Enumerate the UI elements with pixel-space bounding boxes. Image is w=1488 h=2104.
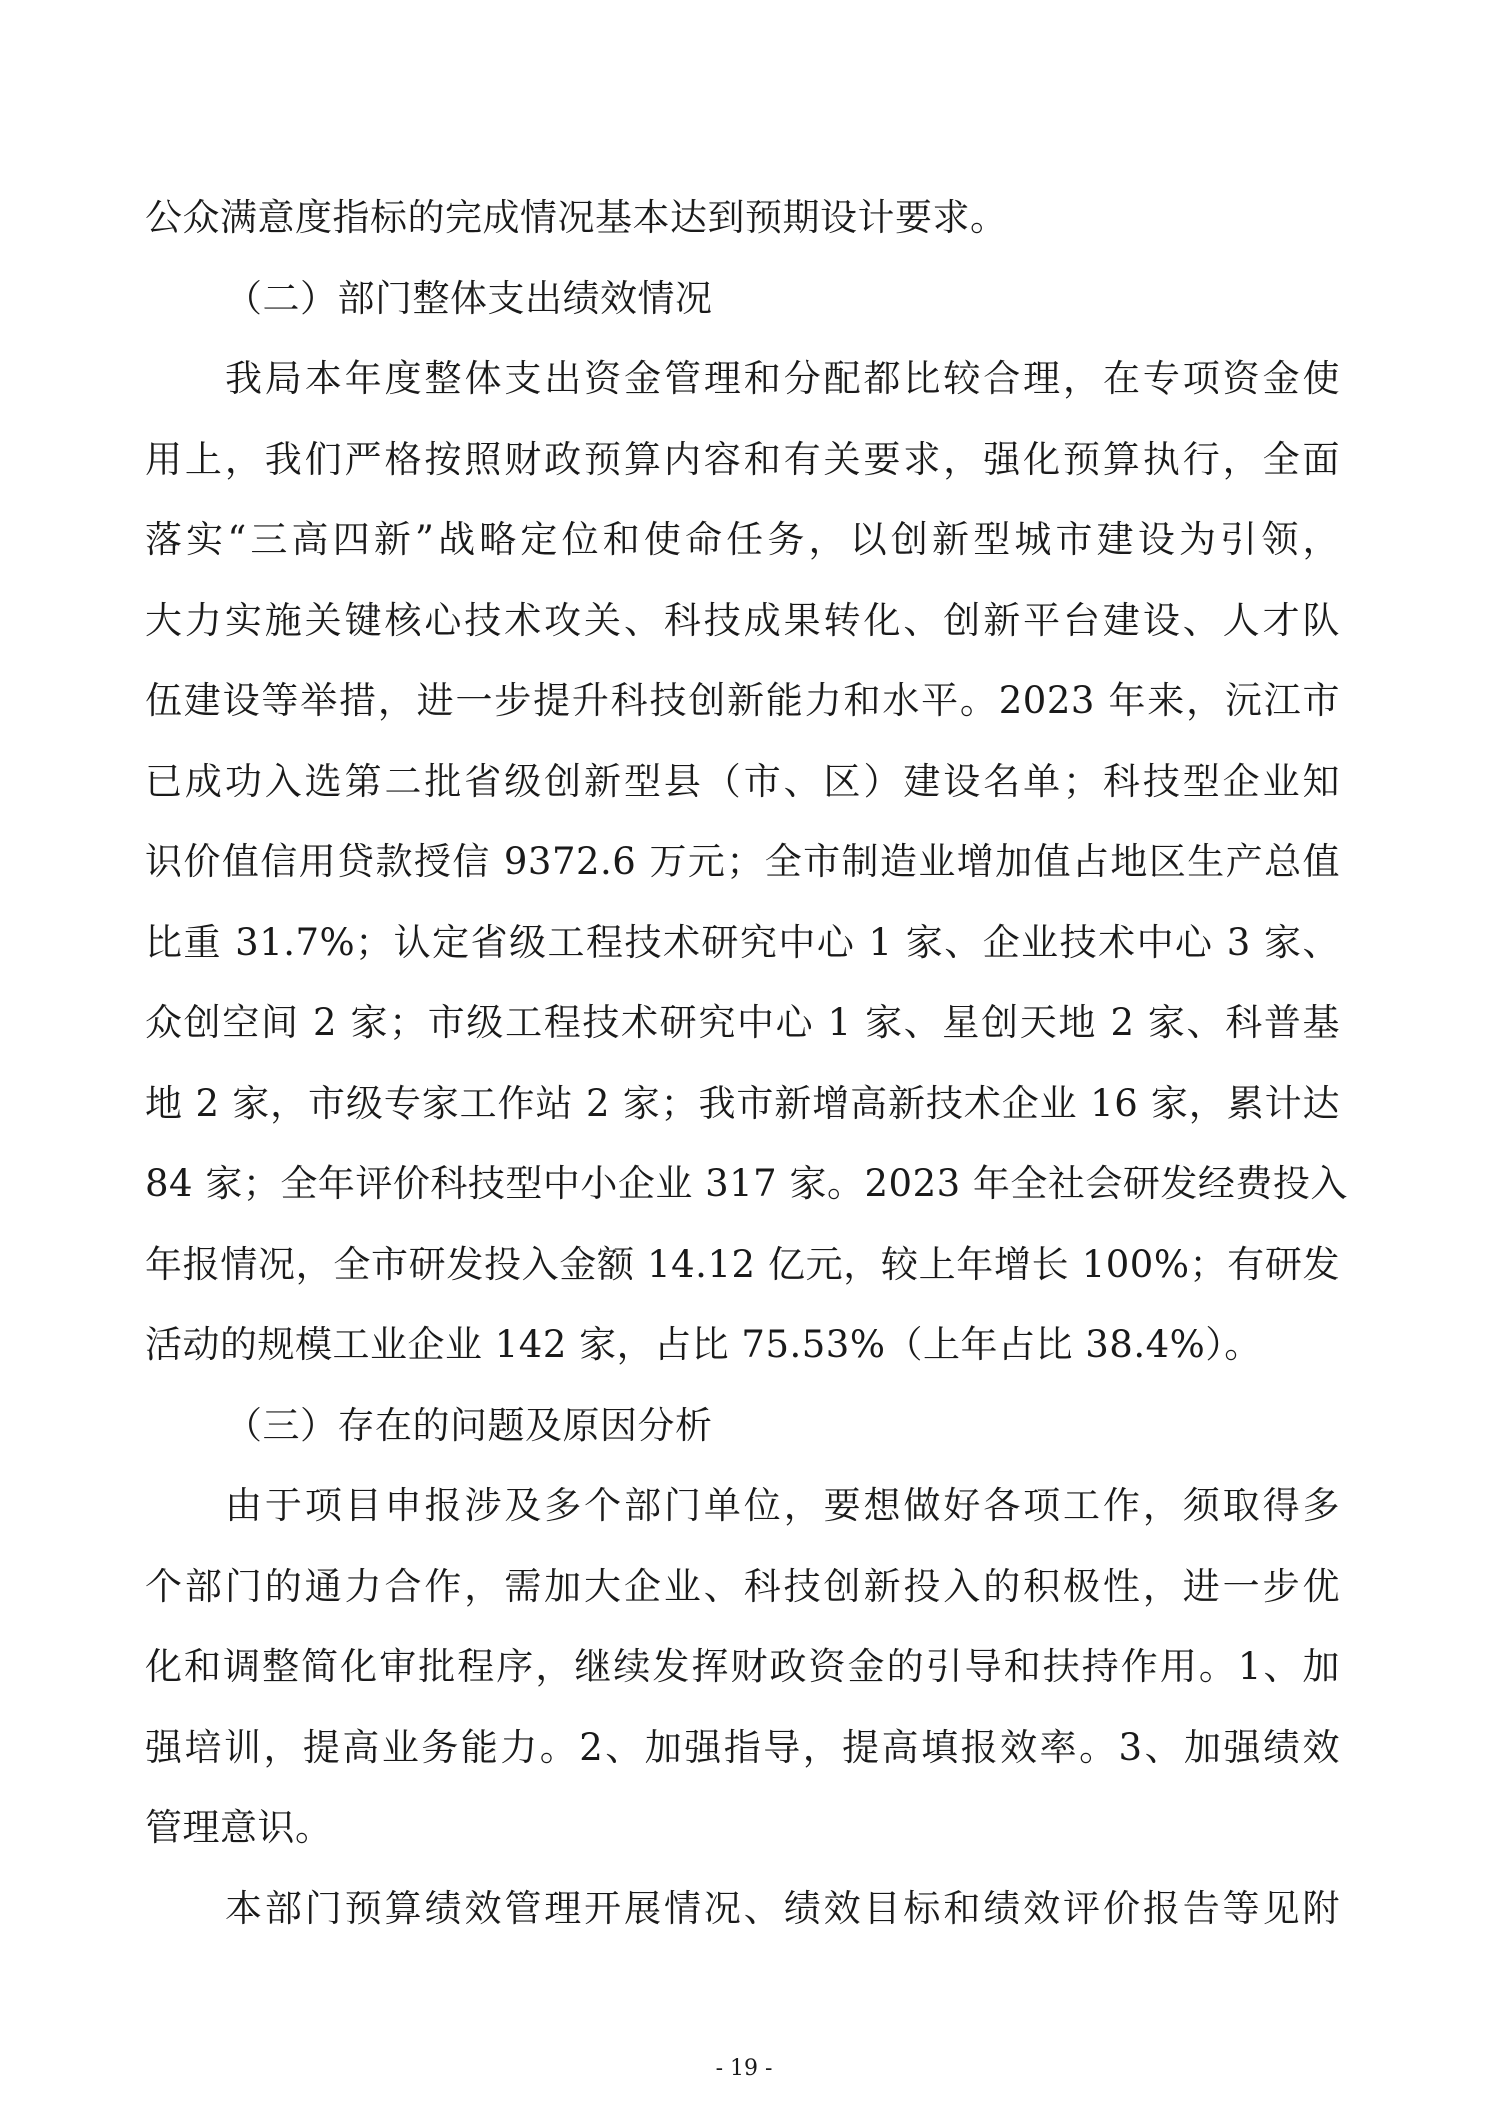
paragraph-line: 化和调整简化审批程序，继续发挥财政资金的引导和扶持作用。1、加 [145,1645,1340,1688]
paragraph-line: 落实“三高四新”战略定位和使命任务，以创新型城市建设为引领， [145,518,1340,561]
paragraph-line: 我局本年度整体支出资金管理和分配都比较合理，在专项资金使 [225,357,1340,400]
paragraph-line: 识价值信用贷款授信 9372.6 万元；全市制造业增加值占地区生产总值 [145,840,1340,883]
paragraph-line: 公众满意度指标的完成情况基本达到预期设计要求。 [145,196,1008,239]
page-number: - 19 - [715,2056,773,2081]
paragraph-line: 地 2 家，市级专家工作站 2 家；我市新增高新技术企业 16 家，累计达 [145,1081,1340,1125]
paragraph-line: 由于项目申报涉及多个部门单位，要想做好各项工作，须取得多 [225,1484,1340,1527]
paragraph-line: 已成功入选第二批省级创新型县（市、区）建设名单；科技型企业知 [145,759,1340,803]
paragraph-line: 比重 31.7%；认定省级工程技术研究中心 1 家、企业技术中心 3 家、 [145,920,1340,964]
section-heading: （三）存在的问题及原因分析 [225,1403,713,1447]
paragraph-line: 本部门预算绩效管理开展情况、绩效目标和绩效评价报告等见附 [225,1886,1340,1930]
paragraph-line: 84 家；全年评价科技型中小企业 317 家。2023 年全社会研发经费投入 [145,1162,1348,1205]
paragraph-line: 大力实施关键核心技术攻关、科技成果转化、创新平台建设、人才队 [145,598,1340,642]
paragraph-line: 年报情况，全市研发投入金额 14.12 亿元，较上年增长 100%；有研发 [145,1242,1340,1286]
paragraph-line: 伍建设等举措，进一步提升科技创新能力和水平。2023 年来，沅江市 [145,679,1340,722]
paragraph-line: 强培训，提高业务能力。2、加强指导，提高填报效率。3、加强绩效 [145,1725,1340,1769]
section-heading: （二）部门整体支出绩效情况 [225,276,713,320]
paragraph-line: 活动的规模工业企业 142 家，占比 75.53%（上年占比 38.4%）。 [145,1323,1262,1366]
body-text [145,178,1348,1949]
paragraph-line: 用上，我们严格按照财政预算内容和有关要求，强化预算执行，全面 [145,437,1340,481]
paragraph-line: 个部门的通力合作，需加大企业、科技创新投入的积极性，进一步优 [145,1564,1340,1608]
paragraph-line: 众创空间 2 家；市级工程技术研究中心 1 家、星创天地 2 家、科普基 [145,1001,1340,1044]
paragraph-line: 管理意识。 [145,1806,333,1849]
